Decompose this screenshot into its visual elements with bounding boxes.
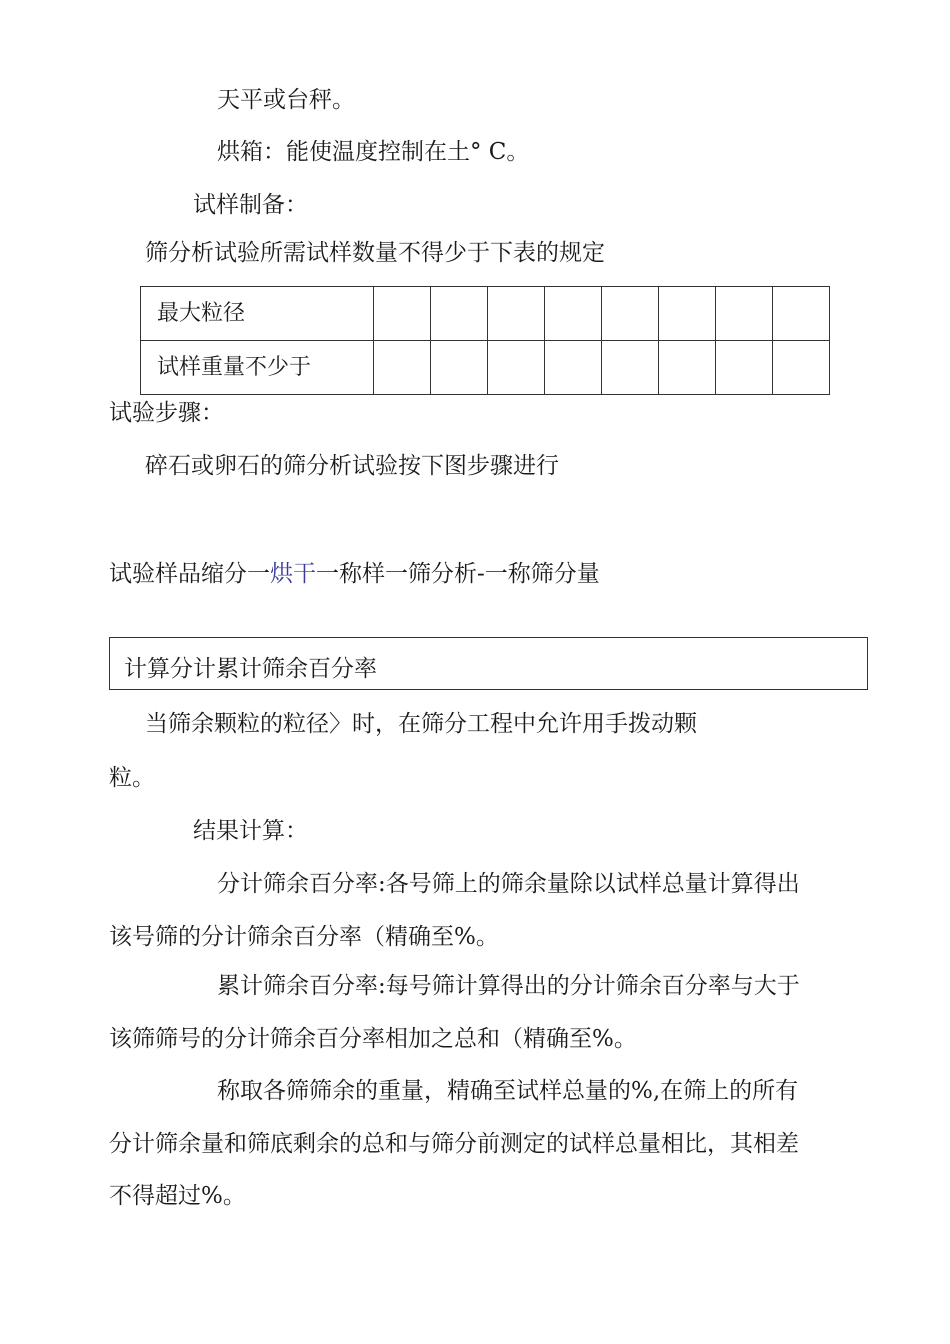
table-cell	[716, 341, 773, 395]
text-line-scale: 天平或台秤。	[217, 87, 355, 113]
flow-part: 试验样品缩分一	[109, 561, 270, 587]
table-cell	[545, 287, 602, 341]
table-cell	[659, 287, 716, 341]
paragraph-line: 粒。	[109, 765, 155, 791]
table-cell	[431, 287, 488, 341]
paragraph-line: 该筛筛号的分计筛余百分率相加之总和（精确至%。	[109, 1026, 637, 1052]
text-line-oven: 烘箱：能使温度控制在土° C。	[217, 139, 530, 165]
table-cell	[659, 341, 716, 395]
table-cell	[545, 341, 602, 395]
table-cell	[374, 341, 431, 395]
flow-part-highlight: 烘干	[270, 561, 316, 587]
flow-steps	[109, 563, 600, 586]
table-row	[141, 341, 830, 395]
table-cell	[602, 287, 659, 341]
table-cell	[488, 341, 545, 395]
text-line-steps-intro: 碎石或卵石的筛分析试验按下图步骤进行	[145, 453, 559, 479]
table-cell-sample-weight: 试样重量不少于	[141, 341, 374, 395]
section-heading-test-steps: 试验步骤：	[109, 400, 224, 426]
paragraph-line: 称取各筛筛余的重量，精确至试样总量的%,在筛上的所有	[217, 1078, 799, 1104]
table-row	[141, 287, 830, 341]
calculation-box-text: 计算分计累计筛余百分率	[124, 656, 377, 682]
sample-quantity-table	[140, 286, 830, 395]
table-cell	[488, 287, 545, 341]
paragraph-line: 分计筛余量和筛底剩余的总和与筛分前测定的试样总量相比，其相差	[109, 1131, 799, 1157]
flow-part: 一称样一筛分析-一称筛分量	[316, 561, 600, 587]
table-cell	[773, 287, 830, 341]
table-cell	[374, 287, 431, 341]
table-cell	[431, 341, 488, 395]
paragraph-line: 不得超过%。	[109, 1183, 246, 1209]
section-heading-sample-prep: 试样制备：	[193, 192, 308, 218]
table-cell	[773, 341, 830, 395]
section-heading-results: 结果计算：	[193, 818, 308, 844]
paragraph-line: 该号筛的分计筛余百分率（精确至%。	[109, 924, 499, 950]
calculation-box	[109, 637, 868, 690]
table-cell	[716, 287, 773, 341]
paragraph-line: 分计筛余百分率:各号筛上的筛余量除以试样总量计算得出	[217, 871, 800, 897]
text-line-sample-quantity: 筛分析试验所需试样数量不得少于下表的规定	[145, 240, 605, 266]
paragraph-line: 累计筛余百分率:每号筛计算得出的分计筛余百分率与大于	[217, 973, 800, 999]
table-cell-max-particle-size: 最大粒径	[141, 287, 374, 341]
paragraph-line: 当筛余颗粒的粒径〉时，在筛分工程中允许用手拨动颗	[145, 711, 697, 737]
table-cell	[602, 341, 659, 395]
